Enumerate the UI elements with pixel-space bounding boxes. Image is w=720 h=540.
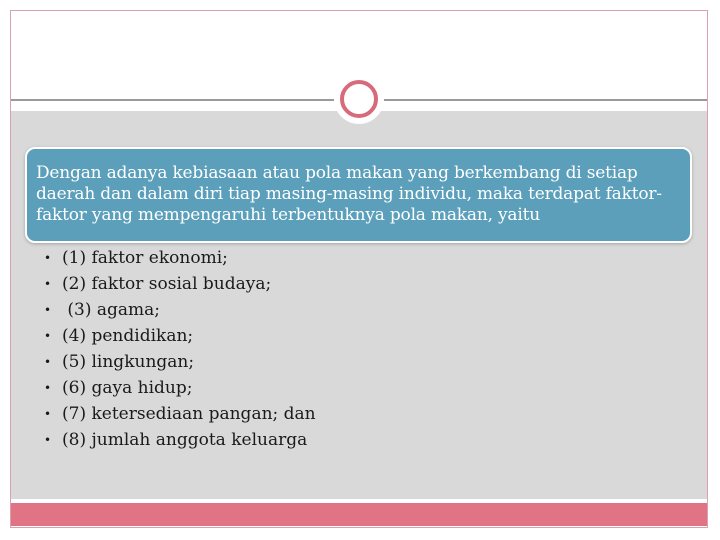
- factor-text: (7) ketersediaan pangan; dan: [62, 404, 316, 424]
- factor-text: (1) faktor ekonomi;: [62, 248, 228, 268]
- factor-text: (3) agama;: [62, 300, 161, 320]
- circle-ornament: [340, 80, 378, 118]
- list-item: [40, 323, 316, 349]
- factor-text: (4) pendidikan;: [62, 326, 194, 346]
- list-item: [40, 427, 316, 453]
- list-item: [40, 271, 316, 297]
- list-item: [40, 297, 316, 323]
- bullet-icon: •: [44, 251, 52, 265]
- factor-list: [40, 245, 316, 453]
- bullet-icon: •: [44, 355, 52, 369]
- intro-callout-box: [25, 147, 692, 243]
- intro-text: Dengan adanya kebiasaan atau pola makan yang berkembang di setiap daerah dan dalam diri tiap masing-masing individu, maka terdapat faktor-faktor yang mempengaruhi terbentuknya pola makan, yaitu: [36, 163, 662, 225]
- factor-text: (2) faktor sosial budaya;: [62, 274, 272, 294]
- bullet-icon: •: [44, 407, 52, 421]
- list-item: [40, 375, 316, 401]
- list-item: [40, 245, 316, 271]
- list-item: [40, 349, 316, 375]
- footer-accent-bar: [11, 503, 707, 526]
- factor-text: (6) gaya hidup;: [62, 378, 193, 398]
- bullet-icon: •: [44, 303, 52, 317]
- list-item: [40, 401, 316, 427]
- factor-text: (8) jumlah anggota keluarga: [62, 430, 308, 450]
- factor-text: (5) lingkungan;: [62, 352, 195, 372]
- bullet-icon: •: [44, 277, 52, 291]
- bullet-icon: •: [44, 381, 52, 395]
- bullet-icon: •: [44, 433, 52, 447]
- bullet-icon: •: [44, 329, 52, 343]
